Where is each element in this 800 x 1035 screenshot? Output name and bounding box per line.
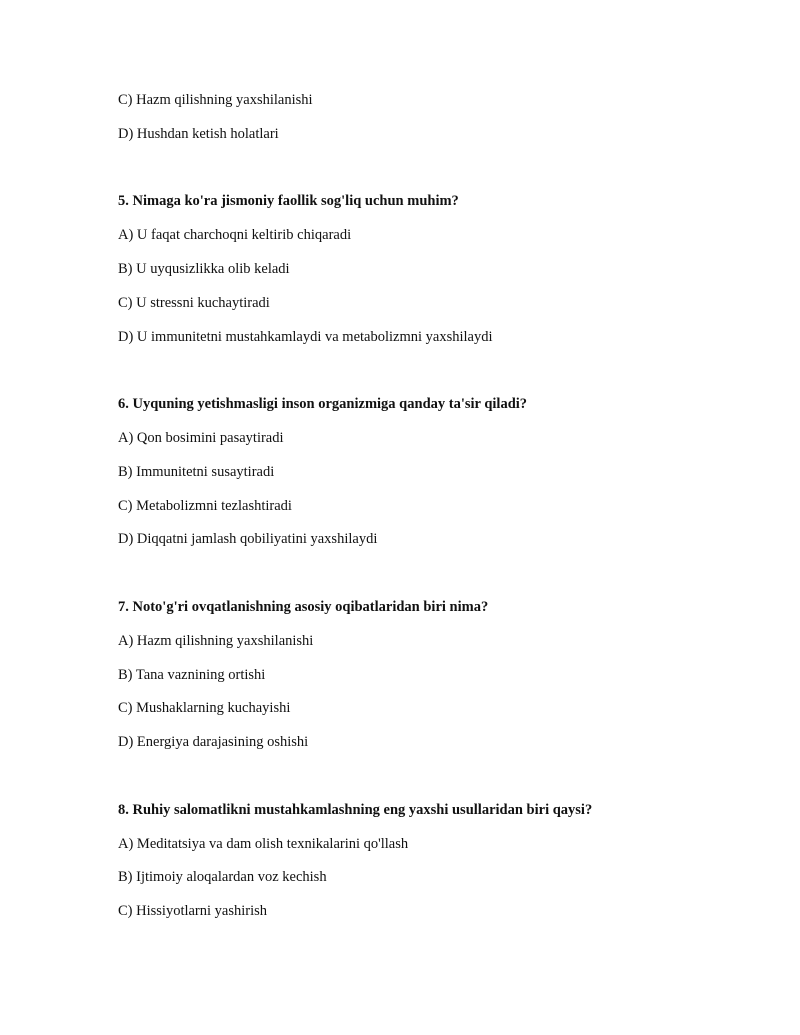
question-5: 5. Nimaga ko'ra jismoniy faollik sog'liq uchun muhim? (118, 193, 459, 210)
answer-option: A) Hazm qilishning yaxshilanishi (118, 632, 314, 649)
answer-option: D) Diqqatni jamlash qobiliyatini yaxshilaydi (118, 531, 378, 548)
answer-option: D) Energiya darajasining oshishi (118, 734, 309, 751)
question-8: 8. Ruhiy salomatlikni mustahkamlashning eng yaxshi usullaridan biri qaysi? (118, 801, 593, 818)
quiz-content (118, 92, 738, 937)
answer-option: A) Qon bosimini pasaytiradi (118, 429, 284, 446)
answer-option: C) Metabolizmni tezlashtiradi (118, 497, 292, 514)
answer-option: C) Hissiyotlarni yashirish (118, 903, 268, 920)
answer-option: C) Mushaklarning kuchayishi (118, 700, 291, 717)
answer-option: D) Hushdan ketish holatlari (118, 125, 279, 142)
question-7: 7. Noto'g'ri ovqatlanishning asosiy oqibatlaridan biri nima? (118, 598, 489, 615)
answer-option: B) Ijtimoiy aloqalardan voz kechish (118, 869, 327, 886)
question-6: 6. Uyquning yetishmasligi inson organizmiga qanday ta'sir qiladi? (118, 396, 528, 413)
answer-option: D) U immunitetni mustahkamlaydi va metabolizmni yaxshilaydi (118, 328, 493, 345)
answer-option: C) U stressni kuchaytiradi (118, 294, 270, 311)
answer-option: B) Immunitetni susaytiradi (118, 463, 275, 480)
answer-option: C) Hazm qilishning yaxshilanishi (118, 92, 313, 108)
answer-option: B) Tana vaznining ortishi (118, 666, 266, 683)
answer-option: A) U faqat charchoqni keltirib chiqaradi (118, 227, 352, 244)
answer-option: A) Meditatsiya va dam olish texnikalarini qo'llash (118, 835, 409, 852)
answer-option: B) U uyqusizlikka olib keladi (118, 260, 290, 277)
